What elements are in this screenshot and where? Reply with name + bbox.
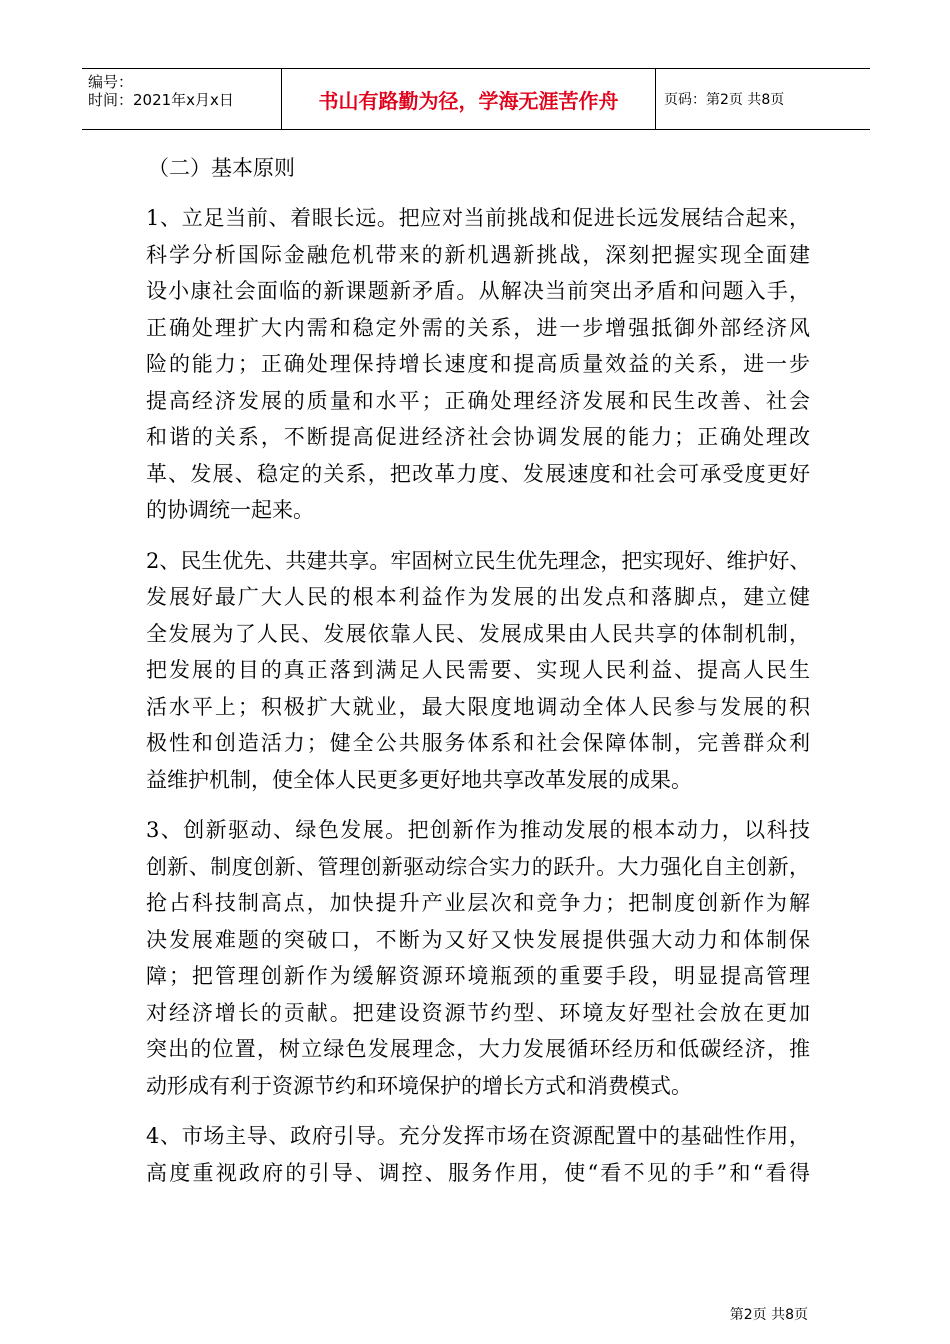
- page-footer: [730, 1304, 808, 1324]
- header-page-text: 页码：第2页 共8页: [664, 92, 785, 108]
- text-line: 4、市场主导、政府引导。充分发挥市场在资源配置中的基础性作用，: [146, 1124, 810, 1148]
- text-line: 创新、制度创新、管理创新驱动综合实力的跃升。大力强化自主创新，: [146, 854, 810, 879]
- text-line: 和谐的关系，不断提高促进经济社会协调发展的能力；正确处理改: [146, 425, 810, 449]
- text-line: 突出的位置，树立绿色发展理念，大力发展循环经历和低碳经济，推: [146, 1037, 810, 1061]
- motto-text: 书山有路勤为径，学海无涯苦作舟: [318, 88, 619, 113]
- text-line: 高度重视政府的引导、调控、服务作用，使“看不见的手”和“看得: [146, 1160, 810, 1185]
- text-line: 设小康社会面临的新课题新矛盾。从解决当前突出矛盾和问题入手，: [146, 279, 810, 303]
- text-line: 发展好最广大人民的根本利益作为发展的出发点和落脚点，建立健: [146, 585, 810, 609]
- text-line: 动形成有利于资源节约和环境保护的增长方式和消费模式。: [146, 1073, 692, 1098]
- page-header: [82, 68, 870, 130]
- text-line: 3、创新驱动、绿色发展。把创新作为推动发展的根本动力，以科技: [146, 818, 810, 842]
- text-line: 正确处理扩大内需和稳定外需的关系，进一步增强抵御外部经济风: [146, 315, 810, 340]
- text-line: 益维护机制，使全体人民更多更好地共享改革发展的成果。: [146, 767, 692, 792]
- text-line: 1、立足当前、着眼长远。把应对当前挑战和促进长远发展结合起来，: [146, 206, 810, 230]
- text-line: 对经济增长的贡献。把建设资源节约型、环境友好型社会放在更加: [146, 1000, 810, 1025]
- text-line: 极性和创造活力；健全公共服务体系和社会保障体制，完善群众利: [146, 731, 810, 755]
- text-line: 活水平上；积极扩大就业，最大限度地调动全体人民参与发展的积: [146, 694, 810, 719]
- header-meta: [82, 69, 282, 129]
- paragraph-3: [146, 812, 810, 1104]
- text-line: 提高经济发展的质量和水平；正确处理经济发展和民生改善、社会: [146, 388, 810, 413]
- text-line: 障；把管理创新作为缓解资源环境瓶颈的重要手段，明显提高管理: [146, 964, 810, 988]
- paragraph-4: [146, 1118, 810, 1191]
- paragraph-2: [146, 543, 810, 799]
- document-body: [146, 150, 810, 1205]
- text-line: 全发展为了人民、发展依靠人民、发展成果由人民共享的体制机制，: [146, 621, 810, 646]
- text-line: 险的能力；正确处理保持增长速度和提高质量效益的关系，进一步: [146, 352, 810, 376]
- paragraph-1: [146, 200, 810, 529]
- footer-page-text: 第2页 共8页: [729, 1307, 808, 1323]
- text-line: 把发展的目的真正落到满足人民需要、实现人民利益、提高人民生: [146, 658, 810, 682]
- text-line: 科学分析国际金融危机带来的新机遇新挑战，深刻把握实现全面建: [146, 242, 810, 267]
- text-line: 抢占科技制高点，加快提升产业层次和竞争力；把制度创新作为解: [146, 891, 810, 915]
- number-label: 编号：: [88, 73, 134, 91]
- text-line: 的协调统一起来。: [146, 498, 314, 522]
- header-motto: [282, 69, 656, 129]
- header-page-info: [656, 69, 870, 129]
- text-line: 决发展难题的突破口，不断为又好又快发展提供强大动力和体制保: [146, 927, 810, 952]
- text-line: 2、民生优先、共建共享。牢固树立民生优先理念，把实现好、维护好、: [146, 548, 811, 573]
- section-title: （二）基本原则: [148, 156, 295, 180]
- time-label: 时间：2021年x月x日: [88, 91, 234, 109]
- text-line: 革、发展、稳定的关系，把改革力度、发展速度和社会可承受度更好: [146, 461, 810, 486]
